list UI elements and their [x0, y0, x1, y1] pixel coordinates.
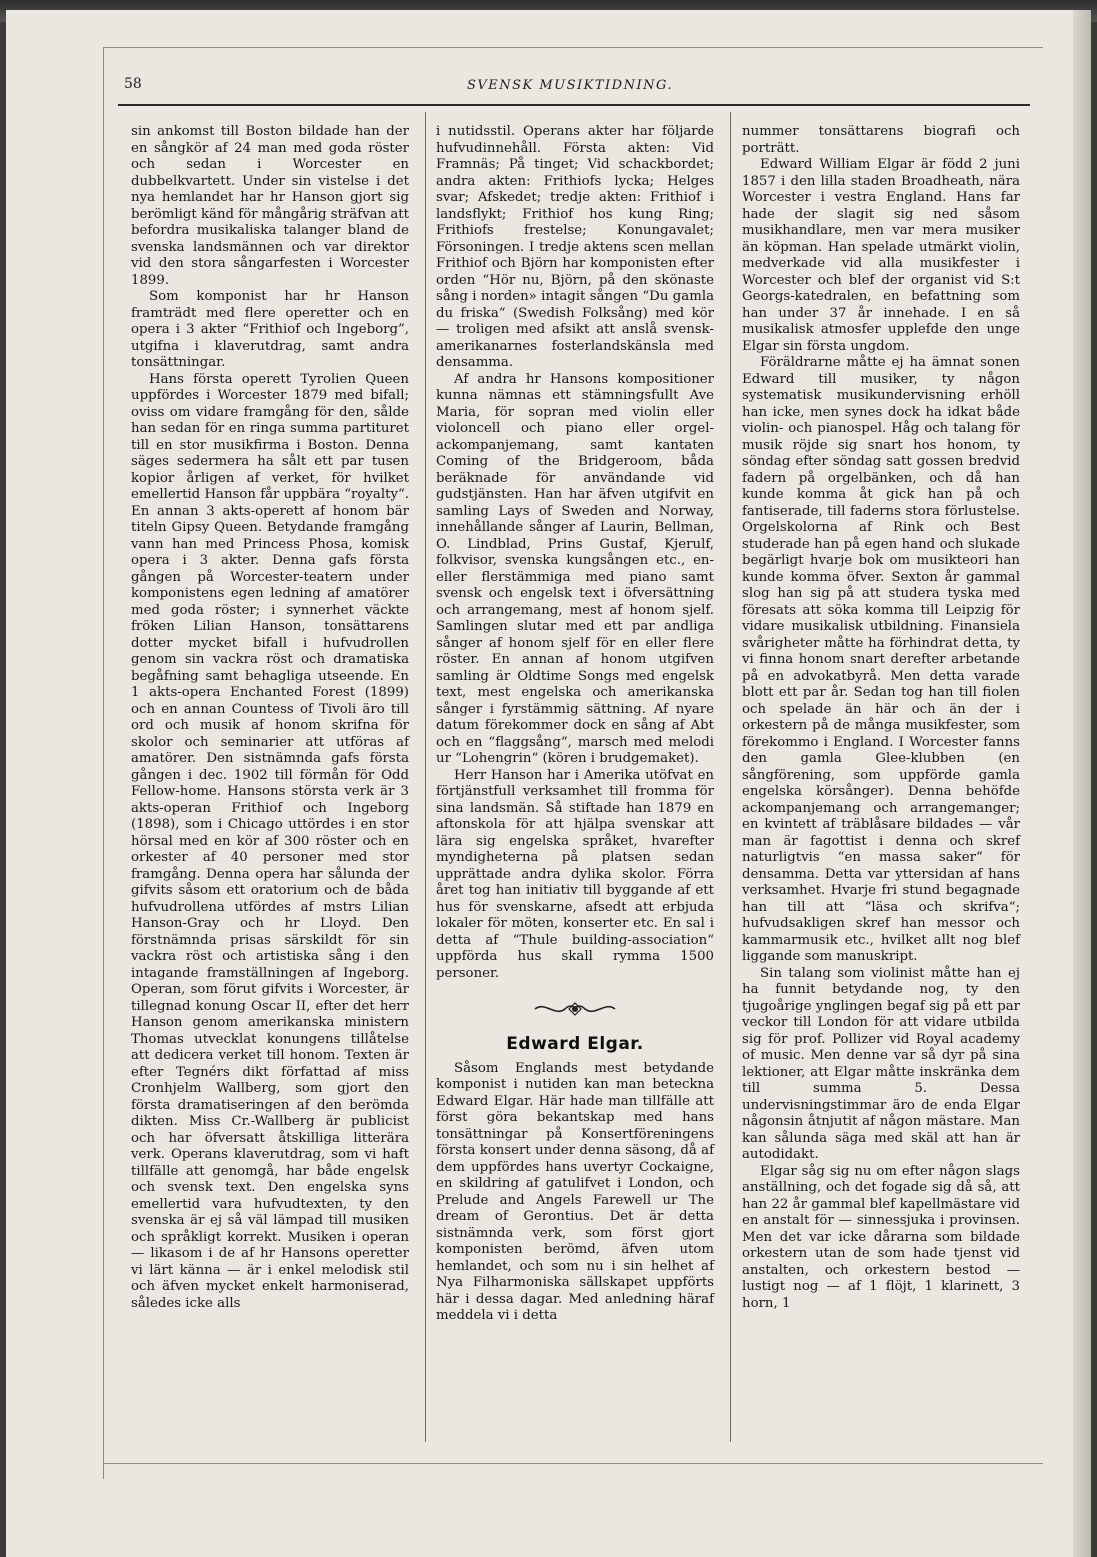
column-3-paragraph: Elgar såg sig nu om efter någon slags anställning, och det fogade sig då så, att han 22 år gammal blef kapellmästare vid en anstalt för — sinnessjuka i provinsen. Men det var icke dårarna som bildade orkestern utan de som hade tjenst vid anstalten, och orkestern bestod — lustigt nog — af 1 flöjt, 1 klarinett, 3 horn, 1	[742, 1163, 1020, 1311]
running-head: SVENSK MUSIKTIDNING.	[466, 78, 674, 93]
column-2-paragraph: i nutidsstil. Operans akter har följarde hufvudinnehåll. Första akten: Vid Framnäs; På tinget; Vid schackbordet; andra akten: Frithiofs lycka; Helges svar; Afskedet; tredje akten: Frithiof i landsflykt; Frithiof hos kung Ring; Frithiofs frestelse; Konungavalet; Försoningen. I tredje aktens scen mellan Frithiof och Björn har komponisten efter orden “Hör nu, Björn, på den skönaste sång i norden» intagit sången “Du gamla du friska“ (Swedish Folksång) med kör — troligen med afsikt att anslå svensk-amerikanarnes fosterlandskänsla med densamma.	[436, 124, 714, 370]
column-3-paragraph: Föräldrarne måtte ej ha ämnat sonen Edward till musiker, ty någon systematisk musikundervisning erhöll han icke, men synes dock ha idkat både violin- och pianospel. Håg och talang för musik röjde sig snart hos honom, ty söndag efter söndag satt gossen bredvid fadern på orgelbänken, och då han kunde komma åt gick han på och fantiserade, till faderns stora förlustelse. Orgelskolorna af Rink och Best studerade han på egen hand och slukade begärligt hvarje bok om musikteori han kunde komma öfver. Sexton år gammal slog han sig på att studera tyska med föresats att söka komma till Leipzig för vidare musikalisk utbildning. Finansiela svårigheter måtte ha förhindrat detta, ty vi finna honom snart derefter arbetande på en advokatbyrå. Men detta varade blott ett par år. Sedan tog han till fiolen och spelade än här och än der i orkestern på de många musikfester, som förekommo i England. I Worcester fanns den gamla Glee-klubben (en sångförening, som uppförde gamla engelska körsånger). Denna behöfde ackompanjemang och arrangemanger; en kvintett af träblåsare bildades — vår man är fagottist i denna och skref naturligtvis “en massa saker“ för densamma. Detta var yttersidan af hans verksamhet. Hvarje fri stund begagnade han till att “läsa och skrifva“; hufvudsakligen skref han messor och kammarmusik etc., hvilket allt nog blef liggande som manuskript.	[742, 355, 1020, 964]
page-edge-shadow	[1073, 10, 1091, 1557]
column-3-paragraph: nummer tonsättarens biografi och porträtt.	[742, 124, 1020, 156]
page-frame-left	[103, 47, 104, 1479]
page-number: 58	[124, 76, 142, 92]
column-2-paragraph: Af andra hr Hansons kompositioner kunna nämnas ett stämningsfullt Ave Maria, för sopran med violin eller violoncell och piano eller orgel-ackompanjemang, samt kantaten Coming of the Bridgeroom, båda beräknade för användande vid gudstjänsten. Han har äfven utgifvit en samling Lays of Sweden and Norway, innehållande sånger af Laurin, Bellman, O. Lindblad, Prins Gustaf, Kjerulf, folkvisor, svenska kungsången etc., en- eller flerstämmiga med piano samt svensk och engelsk text i öfversättning och arrangemang, mest af honom sjelf. Samlingen slutar med ett par andliga sånger af honom sjelf för en eller flere röster. En annan af honom utgifven samling är Oldtime Songs med engelsk text, mest engelska och amerikanska sånger i fyrstämmig sättning. Af nyare datum förekommer dock en sång af Abt och en “flaggsång“, marsch med melodi ur “Lohengrin“ (kören i brudgemaket).	[436, 371, 714, 766]
ornament-divider	[436, 1000, 714, 1022]
header-rule	[118, 104, 1030, 106]
column-1	[131, 124, 409, 1312]
ornament-icon	[533, 1000, 617, 1018]
column-1-paragraph: Hans första operett Tyrolien Queen uppfördes i Worcester 1879 med bifall; oviss om vidare framgång för den, sålde han sedan för en ringa summa partituret till en stor musikfirma i Boston. Denna säges sedermera ha sålt ett par tusen kopior årligen af verket, för hvilket emellertid Hanson får uppbära “royalty“. En annan 3 akts-operett af honom bär titeln Gipsy Queen. Betydande framgång vann han med Princess Phosa, komisk opera i 3 akter. Denna gafs första gången på Worcester-teatern under komponistens egen ledning af amatörer med goda röster; i synnerhet väckte fröken Lilian Hanson, tonsättarens dotter mycket bifall i hufvudrollen genom sin vackra röst och dramatiska begåfning samt behagliga utseende. En 1 akts-opera Enchanted Forest (1899) och en annan Countess of Tivoli äro till ord och musik af honom skrifna för skolor och seminarier att utföras af amatörer. Den sistnämnda gafs första gången i dec. 1902 till förmån för Odd Fellow-home. Hansons största verk är 3 akts-operan Frithiof och Ingeborg (1898), som i Chicago uttördes i en stor hörsal med en kör af 300 röster och en orkester af 40 personer med stor framgång. Denna opera har sålunda der gifvits såsom ett oratorium och de båda hufvudrollena utfördes af mstrs Lilian Hanson-Gray och hr Lloyd. Den förstnämnda prisas särskildt för sin vackra röst och artistiska sång i den intagande framställningen af Ingeborg. Operan, som förut gifvits i Worcester, är tillegnad konung Oscar II, efter det herr Hanson genom amerikanska ministern Thomas utvecklat konungens tillåtelse att dedicera verket till honom. Texten är efter Tegnérs dikt författad af miss Cronhjelm Wallberg, som gjort den första dramatiseringen af den berömda dikten. Miss Cr.-Wallberg är publicist och har öfversatt åtskilliga litterära verk. Operans klaverutdrag, som vi haft tillfälle att genomgå, har både engelsk och svensk text. Den engelska syns emellertid vara hufvudtexten, ty den svenska är ej så väl lämpad till musiken och språkligt korrekt. Musiken i operan — likasom i de af hr Hansons operetter vi lärt känna — är i enkel melodisk stil och äfven mycket enkelt harmoniserad, således icke alls	[131, 371, 409, 1311]
page-frame-bottom	[103, 1463, 1043, 1464]
column-3-paragraph: Sin talang som violinist måtte han ej ha funnit betydande nog, ty den tjugoårige ynglingen begaf sig på ett par veckor till London för att vidare utbilda sig för prof. Pollizer vid Royal academy of music. Men denne var så dyr på sina lektioner, att Elgar måtte inskränka dem till summa 5. Dessa undervisningstimmar äro de enda Elgar någonsin åtnjutit af någon mästare. Man kan sålunda säga med skäl att han är autodidakt.	[742, 965, 1020, 1162]
column-1-paragraph: sin ankomst till Boston bildade han der en sångkör af 24 man med goda röster och sedan i Worcester en dubbelkvartett. Under sin vistelse i det nya hemlandet har hr Hanson gjort sig berömligt känd för mångårig sträfvan att befordra musikaliska talanger bland de svenska landsmännen och var direktor vid den stora sångarfesten i Worcester 1899.	[131, 124, 409, 288]
page-frame-top	[103, 47, 1043, 48]
column-2-paragraph: Herr Hanson har i Amerika utöfvat en förtjänstfull verksamhet till fromma för sina landsmän. Så stiftade han 1879 en aftonskola för att hjälpa svenskar att lära sig engelska språket, hvarefter myndigheterna på platsen sedan upprättade andra dylika skolor. Förra året tog han initiativ till byggande af ett hus för svenskarne, afsedt att erbjuda lokaler för möten, konserter etc. En sal i detta af “Thule building-association“ uppförda hus skall rymma 1500 personer.	[436, 767, 714, 981]
column-3	[742, 124, 1020, 1312]
column-2-paragraph: Såsom Englands mest betydande komponist i nutiden kan man beteckna Edward Elgar. Här hade man tillfälle att först göra bekantskap med hans tonsättningar på Konsertföreningens första konsert under denna säsong, då af dem uppfördes hans uvertyr Cockaigne, en skildring af gatulifvet i London, och Prelude and Angels Farewell ur The dream of Gerontius. Det är detta sistnämnda verk, som först gjort komponisten berömd, äfven utom hemlandet, och som nu i sin helhet af Nya Filharmoniska sällskapet uppförts här i dessa dagar. Med anledning häraf meddela vi i detta	[436, 1060, 714, 1323]
column-2	[436, 124, 714, 1325]
article-title: Edward Elgar.	[506, 1034, 644, 1054]
column-1-paragraph: Som komponist har hr Hanson framträdt med flere operetter och en opera i 3 akter “Frithiof och Ingeborg”, utgifna i klaverutdrag, samt andra tonsättningar.	[131, 289, 409, 370]
column-3-paragraph: Edward William Elgar är född 2 juni 1857 i den lilla staden Broadheath, nära Worcester i vestra England. Hans far hade der slagit sig ned såsom musikhandlare, men var mera musiker än köpman. Han spelade utmärkt violin, medverkade vid alla musikfester i Worcester och blef der organist vid S:t Georgs-katedralen, en befattning som han under 37 år innehade. I en så musikalisk atmosfer upplefde den unge Elgar sin första ungdom.	[742, 157, 1020, 354]
column-rule-2	[730, 112, 731, 1442]
column-rule-1	[425, 112, 426, 1442]
